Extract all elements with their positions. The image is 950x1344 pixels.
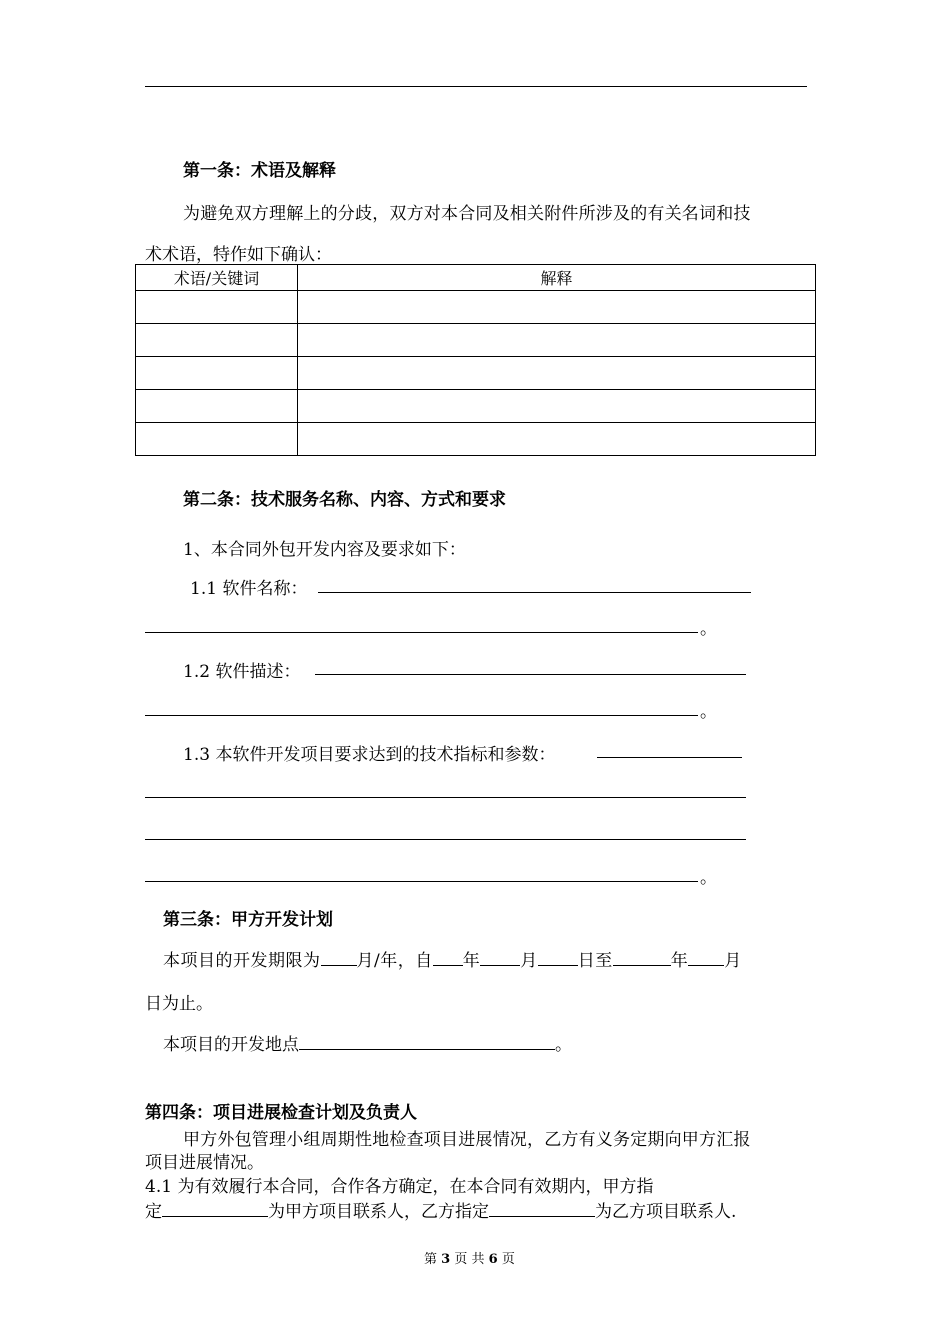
table-header-explanation: 解释 (298, 265, 816, 291)
dev-location-line (163, 1030, 572, 1055)
tech-spec-blank-line2[interactable] (145, 797, 746, 798)
dev-location-blank[interactable] (299, 1031, 555, 1050)
party-b-contact-blank[interactable] (489, 1198, 595, 1217)
article-4-line3: 4.1 为有效履行本合同，合作各方确定，在本合同有效期内，甲方指 (145, 1177, 654, 1197)
table-cell[interactable] (298, 291, 816, 324)
article-4-line4-b: 为甲方项目联系人，乙方指定 (268, 1202, 489, 1222)
start-month-blank[interactable] (480, 947, 520, 966)
table-row (136, 357, 816, 390)
article-4-line4 (145, 1197, 736, 1222)
table-cell[interactable] (298, 390, 816, 423)
end-month-blank[interactable] (688, 947, 724, 966)
dev-period-text-4: 月 (520, 951, 538, 971)
table-cell[interactable] (298, 357, 816, 390)
article-4-title: 第四条：项目进展检查计划及负责人 (145, 1103, 417, 1123)
total-pages: 6 (488, 1252, 498, 1267)
dev-period-line (163, 946, 742, 971)
article-1-title: 第一条：术语及解释 (183, 161, 336, 181)
start-year-blank[interactable] (433, 947, 463, 966)
footer-mid: 页 共 (454, 1252, 485, 1267)
article-4-line4-c: 为乙方项目联系人. (595, 1202, 737, 1222)
tech-spec-blank-line4[interactable] (145, 881, 698, 882)
software-name-label: 1.1 软件名称： (190, 579, 308, 599)
dev-period-text-2: 月/年，自 (356, 951, 433, 971)
article-2-item-1: 1、本合同外包开发内容及要求如下： (183, 540, 466, 560)
footer-post: 页 (501, 1252, 515, 1267)
article-4-line2: 项目进展情况。 (145, 1153, 264, 1173)
article-1-intro-line1: 为避免双方理解上的分歧，双方对本合同及相关附件所涉及的有关名词和技 (183, 204, 751, 224)
tech-spec-blank-line3[interactable] (145, 839, 746, 840)
dev-period-duration-blank[interactable] (321, 947, 357, 966)
terms-table (135, 264, 816, 456)
tech-spec-label: 1.3 本软件开发项目要求达到的技术指标和参数： (183, 745, 556, 765)
article-3-title: 第三条：甲方开发计划 (163, 910, 333, 930)
table-row (136, 423, 816, 456)
table-row (136, 390, 816, 423)
period-mark: 。 (700, 619, 717, 639)
dev-period-text-5: 日至 (577, 951, 613, 971)
article-4-line1: 甲方外包管理小组周期性地检查项目进展情况，乙方有义务定期向甲方汇报 (183, 1130, 751, 1150)
software-desc-blank[interactable] (315, 674, 746, 675)
software-desc-blank-cont[interactable] (145, 715, 698, 716)
dev-period-end: 日为止。 (145, 994, 213, 1014)
page-footer (424, 1248, 515, 1267)
article-1-intro-line2: 术术语，特作如下确认： (145, 245, 332, 265)
page-number: 3 (441, 1252, 451, 1267)
dev-period-text-3: 年 (462, 951, 481, 971)
dev-location-label: 本项目的开发地点 (163, 1035, 299, 1055)
table-cell[interactable] (136, 324, 298, 357)
table-cell[interactable] (136, 291, 298, 324)
table-row (136, 324, 816, 357)
table-cell[interactable] (298, 423, 816, 456)
article-4-line4-a: 定 (145, 1202, 162, 1222)
start-day-blank[interactable] (538, 947, 578, 966)
software-desc-label: 1.2 软件描述： (183, 662, 301, 682)
table-row (136, 291, 816, 324)
article-2-title: 第二条：技术服务名称、内容、方式和要求 (183, 490, 506, 510)
table-header-term: 术语/关键词 (136, 265, 298, 291)
footer-pre: 第 (424, 1252, 438, 1267)
software-name-blank[interactable] (318, 592, 751, 593)
dev-period-text-1: 本项目的开发期限为 (163, 951, 321, 971)
table-cell[interactable] (136, 390, 298, 423)
end-year-blank[interactable] (613, 947, 671, 966)
period-mark: 。 (700, 702, 717, 722)
table-cell[interactable] (136, 357, 298, 390)
dev-period-text-7: 月 (724, 951, 742, 971)
dev-period-text-6: 年 (670, 951, 689, 971)
software-name-blank-cont[interactable] (145, 632, 698, 633)
period-mark: 。 (700, 868, 717, 888)
header-rule (145, 86, 807, 87)
table-cell[interactable] (298, 324, 816, 357)
table-cell[interactable] (136, 423, 298, 456)
period-mark: 。 (555, 1035, 572, 1055)
table-header-row (136, 265, 816, 291)
tech-spec-blank[interactable] (597, 757, 742, 758)
party-a-contact-blank[interactable] (162, 1198, 268, 1217)
